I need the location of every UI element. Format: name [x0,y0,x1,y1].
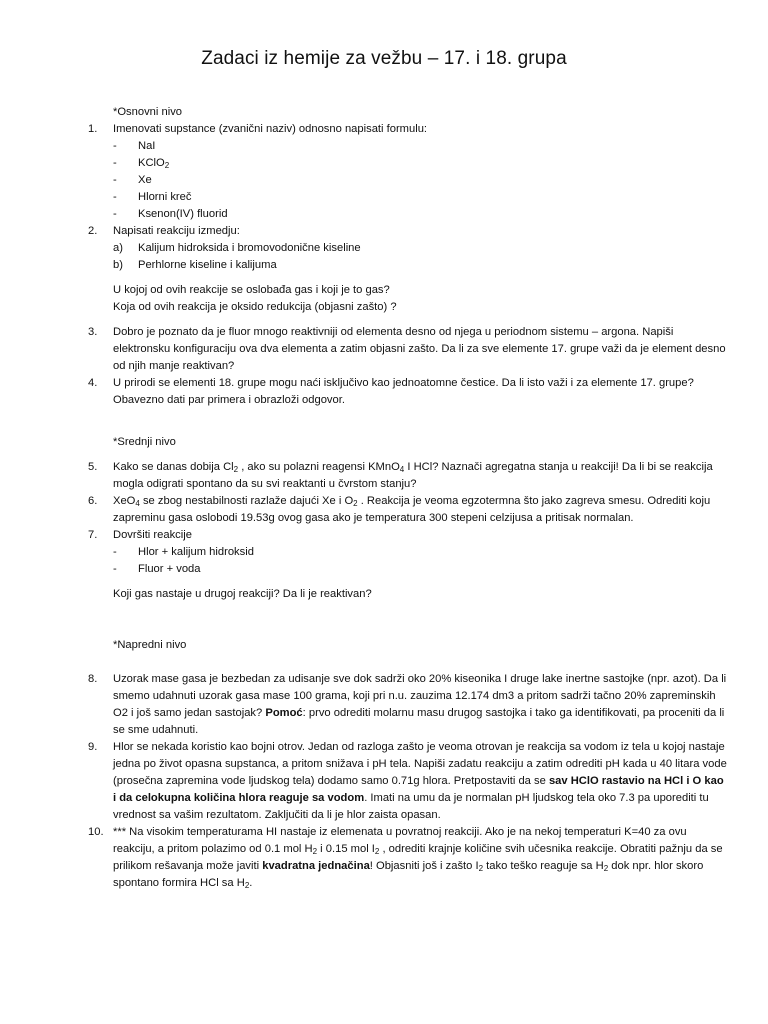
question-text: Imenovati supstance (zvanični naziv) odnosno napisati formulu: [113,123,428,135]
list-item: b) Perhlorne kiseline i kalijuma [113,259,277,271]
question-number: 4. [88,377,98,389]
question-text: Dovršiti reakcije [113,529,192,541]
follow-up-question: U kojoj od ovih reakcije se oslobađa gas i koji je to gas? [113,284,390,296]
question-1 [88,121,728,223]
list-item: a) Kalijum hidroksida i bromovodonične kiseline [113,242,361,254]
level-heading-basic: *Osnovni nivo [113,106,183,118]
question-text: Hlor se nekada koristio kao bojni otrov. Jedan od razloga zašto je veoma otrovan je reakcija sa vodom iz tela u kojoj nastaje jedna po život opasna supstanca, a pritom snižava i pH tela. Napiši zadatu reakciju a zatim odrediti pH kada u 40 litara vode (prosečna zapremina vode ljudskog tela) dodamo samo 0.71g hlora. Pretpostaviti da se sav HClO rastavio na HCl i O kao i da celokupna količina hlora reaguje sa vodom. Imati na umu da je normalan pH ljudskog tela oko 7.3 pa uporediti tu vrednost sa vašim rezultatom. Zaključiti da li je hlor zaista opasan. [113,741,727,821]
question-text: XeO$_4$ se zbog nestabilnosti razlaže dajući Xe i $O_2$ . Reakcija je veoma egzotermna što jako zagreva smesu. Odrediti koju zapreminu gasa oslobodi 19.53g ovog gasa ako je temperatura 300 stepeni celzijusa a pritisak normalan. [113,495,711,524]
question-text: Napisati reakciju izmedju: [113,225,240,237]
question-number: 9. [88,741,98,753]
page-title: Zadaci iz hemije za vežbu – 17. i 18. grupa [201,48,567,69]
follow-up-question: Koji gas nastaje u drugoj reakciji? Da li je reaktivan? [113,588,372,600]
question-text: *** Na visokim temperaturama HI nastaje iz elemenata u povratnoj reakciji. Ako je na nekoj temperaturi K=40 za ovu reakciju, a pritom polazimo od 0.1 mol $H_2$ i 0.15 mol $I_2$ , odrediti krajnje količine svih učesnika reakcije. Obratiti pažnju da se prilikom rešavanja može javiti kvadratna jednačina! Objasniti još i zašto $I_2$ tako teško reaguje sa $H_2$ dok npr. hlor skoro spontano formira HCl sa $H_2$. [113,826,723,890]
question-number: 2. [88,225,98,237]
question-6 [88,493,728,527]
question-text: U prirodi se elementi 18. grupe mogu naći isključivo kao jednoatomne čestice. Da li isto važi i za elemente 17. grupe? Obavezno dati par primera i obrazloži odgovor. [113,377,694,406]
question-5 [88,459,728,493]
question-10 [88,824,728,892]
question-2 [88,223,728,316]
list-item: - Xe [113,174,152,186]
question-text: Dobro je poznato da je fluor mnogo reaktivniji od elementa desno od njega u periodnom sistemu – argona. Napiši elektronsku konfiguraciju ova dva elementa a zatim objasni zašto. Da li za sve elemente 17. grupe važi da je element desno od njih manje reaktivan? [113,326,726,372]
question-9 [88,739,728,824]
question-text: Kako se danas dobija $Cl_2$ , ako su polazni reagensi KMnO$_4$ I HCl? Naznači agregatna stanja u reakciji! Da li bi se reakcija mogla odigrati spontano da su svi reaktanti u čvrstom stanju? [113,461,713,490]
question-text: Uzorak mase gasa je bezbedan za udisanje sve dok sadrži oko 20% kiseonika I druge lake inertne sastojke (npr. azot). Da li smemo udahnuti uzorak gasa mase 100 grama, koji pri n.u. zauzima 12.174 dm3 a pritom sadrži tačno 20% zapreminskih O2 i još samo jedan sastojak? Pomoć: prvo odrediti molarnu masu drugog sastojka i tako ga identifikovati, pa proceniti da li se sme udahnuti. [113,673,727,736]
list-item: - Ksenon(IV) fluorid [113,208,228,220]
question-4 [88,375,728,409]
list-item: - Hlorni kreč [113,191,192,203]
list-item: - Fluor + voda [113,563,201,575]
question-8 [88,671,728,739]
list-item: - Hlor + kalijum hidroksid [113,546,254,558]
list-item: - KClO$_2$ [113,157,170,170]
question-number: 5. [88,461,98,473]
question-3 [88,324,728,375]
question-number: 8. [88,673,98,685]
document-body [88,104,728,892]
level-heading-middle: *Srednji nivo [113,436,176,448]
question-number: 10. [88,826,104,838]
question-number: 3. [88,326,98,338]
follow-up-question: Koja od ovih reakcija je oksido redukcija (objasni zašto) ? [113,301,397,313]
list-item: - NaI [113,140,156,152]
question-7 [88,527,728,603]
question-number: 1. [88,123,98,135]
question-number: 6. [88,495,98,507]
question-number: 7. [88,529,98,541]
level-heading-advanced: *Napredni nivo [113,639,187,651]
